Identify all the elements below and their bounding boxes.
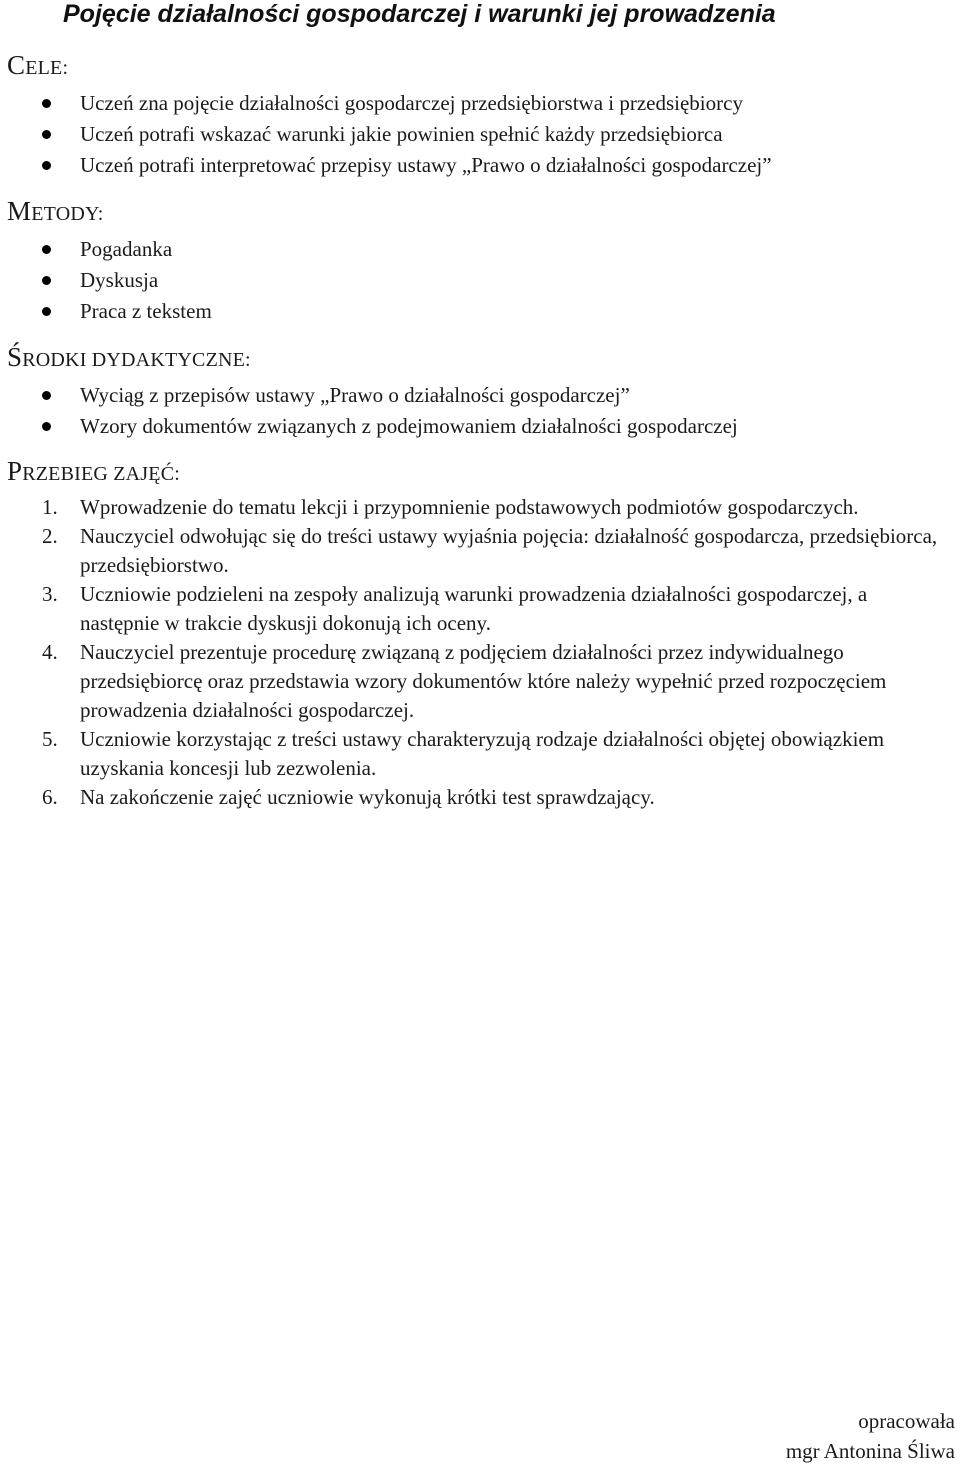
section-heading-cele xyxy=(7,51,68,82)
bullet-icon xyxy=(42,99,51,108)
section-heading-metody xyxy=(7,197,104,228)
bullet-icon xyxy=(42,276,51,285)
author-name: mgr Antonina Śliwa xyxy=(785,1439,955,1463)
heading-initial: P xyxy=(7,456,23,486)
heading-initial: Ś xyxy=(7,342,23,372)
bullet-icon xyxy=(42,161,51,170)
heading-rest: ETODY: xyxy=(31,203,104,225)
lesson-step: 6. Na zakończenie zajęć uczniowie wykonują krótki test sprawdzający. xyxy=(42,785,655,809)
lesson-steps-list xyxy=(0,493,950,812)
heading-rest: RODKI DYDAKTYCZNE: xyxy=(22,349,251,371)
lesson-step: 3. Uczniowie podzieleni na zespoły analizują warunki prowadzenia działalności gospodarczej, a następnie w trakcie dyskusji dokonują ich oceny. xyxy=(42,582,868,635)
heading-initial: M xyxy=(7,196,32,226)
author-caption: opracowała xyxy=(858,1409,955,1433)
lesson-step: 1. Wprowadzenie do tematu lekcji i przypomnienie podstawowych podmiotów gospodarczych. xyxy=(42,495,859,519)
bullet-icon xyxy=(42,245,51,254)
section-heading-przebieg xyxy=(7,457,180,488)
bullet-icon xyxy=(42,130,51,139)
lesson-step: 4. Nauczyciel prezentuje procedurę związaną z podjęciem działalności przez indywidualnego przedsiębiorcę oraz przedstawia wzory dokumentów które należy wypełnić przed rozpoczęciem prowadzenia działalności gospodarczej. xyxy=(42,640,887,722)
heading-rest: ELE: xyxy=(25,57,69,79)
heading-rest: RZEBIEG ZAJĘĆ: xyxy=(22,463,181,485)
document-title: Pojęcie działalności gospodarczej i warunki jej prowadzenia xyxy=(63,0,776,28)
lesson-step: 2. Nauczyciel odwołując się do treści ustawy wyjaśnia pojęcia: działalność gospodarcza, przedsiębiorca, przedsiębiorstwo. xyxy=(42,524,938,577)
bullet-icon xyxy=(42,422,51,431)
section-heading-srodki xyxy=(7,343,251,374)
bullet-icon xyxy=(42,391,51,400)
heading-initial: C xyxy=(7,50,26,80)
lesson-step: 5. Uczniowie korzystając z treści ustawy charakteryzują rodzaje działalności objętej obowiązkiem uzyskania koncesji lub zezwolenia. xyxy=(42,727,885,780)
bullet-icon xyxy=(42,307,51,316)
